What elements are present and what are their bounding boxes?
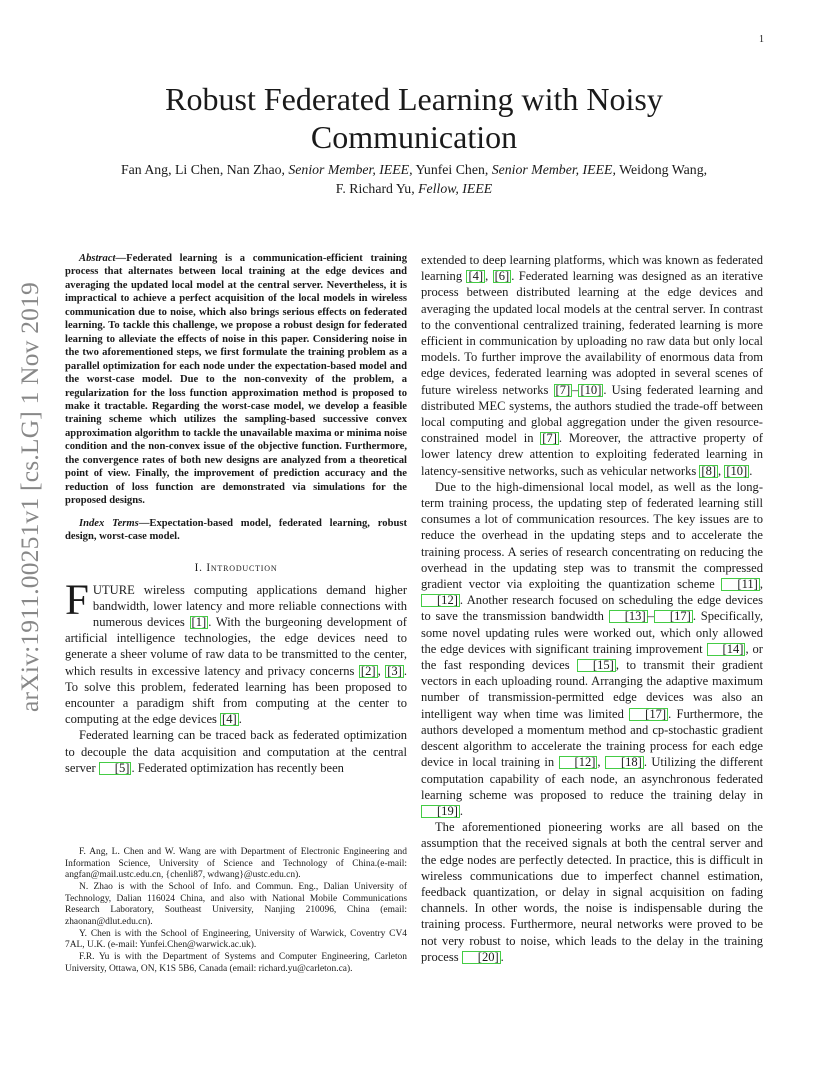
author-names: Weidong Wang, (615, 162, 708, 177)
citation-link[interactable]: [6] (494, 269, 510, 284)
section-heading-introduction: I. Introduction (194, 561, 278, 574)
author-names: F. Richard Yu, (335, 181, 419, 196)
citation-link[interactable]: [20] (462, 951, 501, 964)
paper-title: Robust Federated Learning with Noisy Communication (165, 81, 663, 155)
citation-link[interactable]: [5] (99, 762, 132, 775)
citation-link[interactable]: [17] (629, 708, 668, 721)
author-grade: Senior Member, IEEE, (288, 162, 413, 177)
citation-link[interactable]: [14] (707, 643, 746, 656)
author-list (70, 160, 758, 198)
paragraph: Due to the high-dimensional local model, as well as the long-term training process, the updating step of federated learning still consumes a lot of communication resources. The key issues are to reduce the overhead in the updating steps and to accelerate the training process. A series of research concentrating on reducing the overhead in the updating step was to transmit the compressed gradient vector via exploiting the quantization scheme [11] , [12] . Another research focused on scheduling the edge devices to save the transmission bandwidth [13] – [17] . Specifically, some novel updating rules were worked out, which only allowed the edge devices with significant training improvement [14] , or the fast responding devices [15] , to transmit their gradient vectors in each uploading round. Arranging the adaptive maximum number of transmission-permitted edge devices was also an intelligent way when time was limited [17] . Furthermore, the authors developed a momentum method and cp-stochastic gradient descent algorithm to accelerate the training process for each edge device in local training in [12] , [18] . Utilizing the different computation capability of each node, an asynchronous federated learning scheme was proposed to reduce the training delay in [19] . (421, 479, 763, 818)
citation-link[interactable]: [8] (701, 463, 717, 478)
footnote: F.R. Yu is with the Department of Systems and Computer Engineering, Carleton University, Ottawa, ON, K1S 5B6, Canada (email: richard.yu@carleton.ca). (65, 951, 407, 974)
citation-link[interactable]: [7] (542, 431, 557, 446)
author-grade: Fellow, IEEE (418, 181, 493, 196)
citation-link[interactable]: [15] (577, 659, 616, 672)
index-terms-text: —Expectation-based model, federated learning, robust design, worst-case model. (65, 517, 407, 543)
citation-link[interactable]: [10] (580, 382, 602, 397)
introduction-right-text (421, 252, 763, 965)
citation-link[interactable]: [12] (421, 594, 460, 607)
author-names: Yunfei Chen, (412, 162, 492, 177)
paragraph: FUTURE wireless computing applications demand higher bandwidth, lower latency and more reliable connections with numerous devices [1] . With the burgeoning development of artificial intelligence technologies, the edge devices need to generate a sheer volume of raw data to be transmitted to the center, which results in excessive latency and privacy concerns [2] , [3] . To solve this problem, federated learning has been proposed to encounter a paradigm shift from computing at the center to computing at the edge devices [4] . (65, 576, 407, 727)
footnote: N. Zhao is with the School of Info. and Commun. Eng., Dalian University of Technology, Dalian 116024 China, and also with National Mobile Communications Research Laboratory, Southeast University, Nanjing 210096, China (email: zhaonan@dlut.edu.cn). (65, 881, 407, 927)
arxiv-identifier[interactable]: arXiv:1911.00251v1 [cs.LG] 1 Nov 2019 (15, 282, 45, 712)
citation-link[interactable]: [4] (222, 712, 237, 727)
citation-link[interactable]: [19] (421, 805, 460, 818)
paragraph: Federated learning can be traced back as federated optimization to decouple the data acquisition and computation at the central server [5] . Federated optimization has recently been (65, 728, 407, 775)
citation-link[interactable]: [3] (387, 663, 402, 678)
citation-link[interactable]: [4] (468, 269, 484, 284)
index-terms (65, 517, 407, 544)
citation-link[interactable]: [10] (726, 463, 748, 478)
author-grade: Senior Member, IEEE, (491, 162, 616, 177)
citation-link[interactable]: [11] (721, 578, 759, 591)
index-terms-label: Index Terms (79, 517, 139, 529)
citation-link[interactable]: [7] (555, 382, 571, 397)
paragraph: The aforementioned pioneering works are all based on the assumption that the received signals at both the central server and the edge nodes are perfectly detected. In practice, this is difficult in wireless communications due to imperfect channel estimation, feedback quantization, or delay in signal acquisition on fading channels. In other words, the noise is indispensable during the training process. Furthermore, neural networks were proved to be not very robust to noise, which leads to the delay in the training process [20] . (421, 820, 763, 964)
citation-link[interactable]: [1] (191, 614, 207, 629)
citation-link[interactable]: [18] (605, 756, 644, 769)
left-column (65, 252, 407, 776)
abstract (65, 252, 407, 508)
dropcap: F (65, 576, 89, 624)
author-names: Fan Ang, Li Chen, Nan Zhao, (120, 162, 289, 177)
footnote: F. Ang, L. Chen and W. Wang are with Department of Electronic Engineering and Information Science, University of Science and Technology of China.(e-mail: angfan@mail.ustc.edu.cn, {chenli87, wdwang}@ustc.edu.cn). (65, 847, 407, 881)
page-number: 1 (759, 34, 764, 45)
right-column (421, 252, 763, 965)
citation-link[interactable]: [13] (609, 610, 648, 623)
abstract-label: Abstract (79, 253, 116, 264)
introduction-left-text (65, 576, 407, 776)
citation-link[interactable]: [12] (559, 756, 598, 769)
citation-link[interactable]: [2] (360, 663, 376, 678)
arxiv-stamp (10, 262, 50, 732)
citation-link[interactable]: [17] (654, 610, 693, 623)
footnote: Y. Chen is with the School of Engineering, University of Warwick, Coventry CV4 7AL, U.K. (e-mail: Yunfei.Chen@warwick.ac.uk). (65, 928, 407, 951)
author-footnotes (65, 847, 407, 975)
paragraph: extended to deep learning platforms, which was known as federated learning [4] , [6] . Federated learning was designed as an iterative process between distributed learning at the edge devices and averaging the updated local models at the central server. In contrast to the conventional centralized training, federated learning is more efficient in communication by uploading no raw data but only local models. To further improve the availability of enormous data from edge devices, federated learning was adopted in several scenes of future wireless networks [7] – [10] . Using federated learning and distributed MEC systems, the authors studied the trade-off between local computing and global aggregation under the given resource-constrained model in [7] . Moreover, the attractive property of lower latency drew attention to exploiting federated learning in latency-sensitive networks, such as vehicular networks [8] , [10] . (421, 253, 763, 478)
abstract-text: —Federated learning is a communication-efficient training process that alternates between local training at the edge devices and averaging the updated local model at the central server. Nevertheless, it is impractical to achieve a perfect acquisition of the local models in wireless communication due to noise, which also brings serious effects on federated learning. To tackle this challenge, we propose a robust design for federated learning to alleviate the effects of noise in this paper. Considering noise in the two aforementioned steps, we first formulate the training problem as a parallel optimization for each node under the expectation-based model and the worst-case model. Due to the non-convexity of the problem, a regularization for the loss function approximation method is proposed to make it tractable. Regarding the worst-case model, we develop a feasible training scheme which utilizes the sampling-based successive convex approximation algorithm to tackle the unavailable maxima or minima noise condition and the non-convex issue of the objective function. Furthermore, the convergence rates of both new designs are analyzed from a theoretical point of view. Finally, the improvement of prediction accuracy and the reduction of loss function are demonstrated via simulations for the proposed designs. (65, 253, 407, 507)
